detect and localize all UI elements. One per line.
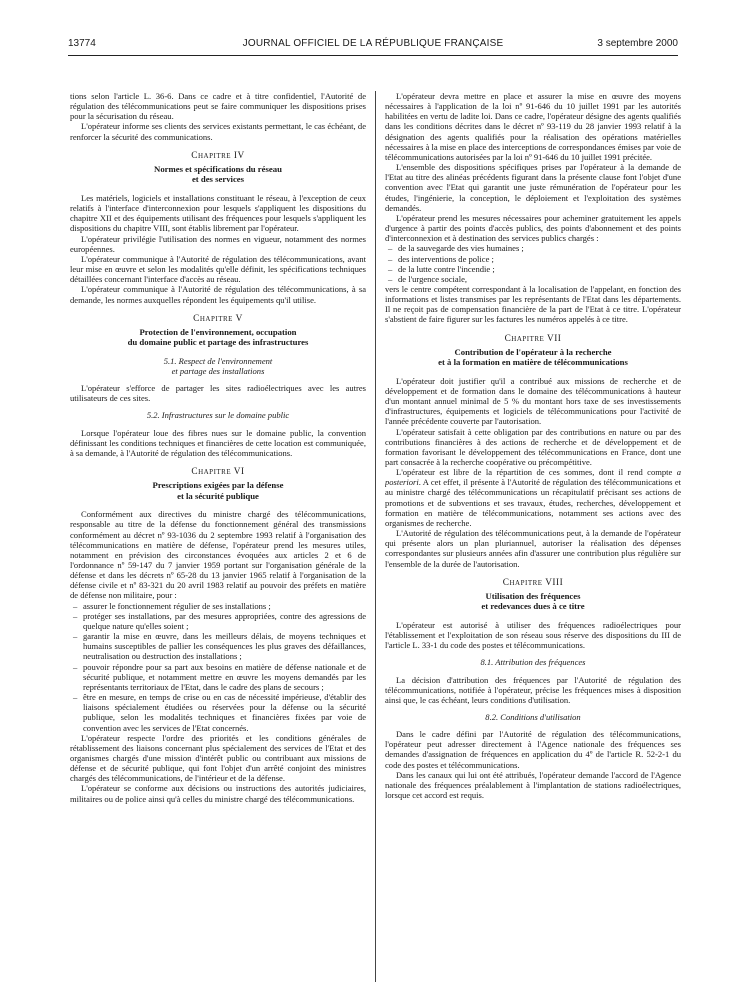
paragraph: La décision d'attribution des fréquences par l'Autorité de régulation des télécommunications, notifiée à l'opérateur, précise les fréquences mises à disposition ainsi que, le cas échéant, leurs conditions d'utilisation. <box>385 674 681 705</box>
list-item: – des interventions de police ; <box>385 254 681 264</box>
paragraph: L'opérateur communique à l'Autorité de régulation des télécommunications, à sa demande, les normes auxquelles répondent les équipements qu'il utilise. <box>70 284 366 305</box>
page-number: 13774 <box>68 38 96 49</box>
chapter-title-line: et la sécurité publique <box>177 490 259 501</box>
section-heading: 5.2. Infrastructures sur le domaine public <box>146 410 290 421</box>
list-item: – protéger ses installations, par des mesures appropriées, contre des agressions de quelque nature qu'elles soient ; <box>70 611 366 631</box>
chapter-heading: Chapitre VIII <box>502 577 564 588</box>
journal-title: JOURNAL OFFICIEL DE LA RÉPUBLIQUE FRANÇAISE <box>242 38 504 49</box>
chapter-heading: Chapitre VI <box>191 467 245 478</box>
list-item: – être en mesure, en temps de crise ou en cas de nécessité impérieuse, d'établir des liaisons spécialement étudiées ou réservées pour la défense ou la sécurité publique, selon les modalités techniques et financières fixées par voie de convention avec les services de l'Etat concernés. <box>70 692 366 733</box>
paragraph: L'opérateur respecte l'ordre des priorités et les conditions générales de rétablissement des liaisons concernant plus spécialement des services de l'Etat et des organismes chargés d'une mission d'intérêt public ou contribuant aux missions de défense et de sécurité publique, qui font l'objet d'un arrêté conjoint des ministres chargés des télécommunications, de l'intérieur et de la défense. <box>70 732 366 784</box>
chapter-title <box>70 480 366 501</box>
paragraph: L'opérateur s'efforce de partager les sites radioélectriques avec les autres utilisateurs de ces sites. <box>70 383 366 404</box>
paragraph: L'opérateur prend les mesures nécessaires pour acheminer gratuitement les appels d'urgence à partir des points d'accès publics, des points d'abonnement et des points d'interconnexion et à destination des services publics chargés : <box>385 212 681 244</box>
paragraph: L'opérateur informe ses clients des services existants permettant, le cas échéant, de renforcer la sécurité des communications. <box>70 121 366 142</box>
paragraph: L'opérateur satisfait à cette obligation par des contributions en nature ou par des contributions financières à des actions de recherche et de développement et de formation favorisant le développement des télécommunications en France, dont une part consacrée à la recherche coopérative ou précompétitive. <box>385 426 681 467</box>
defense-obligations-list <box>70 601 366 733</box>
chapter-title <box>385 347 681 368</box>
latin-term: a posteriori <box>385 467 681 488</box>
paragraph: L'Autorité de régulation des télécommunications peut, à la demande de l'opérateur qui présente alors un plan pluriannuel, autoriser la réalisation des dépenses correspondantes sur plusieurs années afin d'assurer une contribution plus régulière sur l'ensemble de la durée de l'autorisation. <box>385 528 681 569</box>
section-heading-line: et partage des installations <box>171 365 265 376</box>
paragraph: Conformément aux directives du ministre chargé des télécommunications, responsable au titre de la défense du fonctionnement général des transmissions conformément au décret nº 93-1036 du 2 septembre 1993 relatif à l'organisation des télécommunications en matière de défense, l'opérateur prend les mesures utiles, notamment en prévision des circonstances évoquées aux articles 2 et 6 de l'ordonnance nº 59-147 du 7 janvier 1959 portant sur l'organisation générale de la défense et dans les décrets nº 65-28 du 13 janvier 1965 relatif à l'organisation de la défense civile et nº 83-321 du 20 avril 1983 relatif au pouvoir des préfets en matière de défense non militaire, pour : <box>70 509 366 601</box>
page-header <box>68 38 678 52</box>
chapter-title-line: et des services <box>191 174 245 185</box>
list-item: – de l'urgence sociale, <box>385 274 681 284</box>
section-heading: 8.2. Conditions d'utilisation <box>485 711 581 722</box>
chapter-title-line: du domaine public et partage des infrastructures <box>127 337 309 348</box>
chapter-title-line: Utilisation des fréquences <box>485 590 581 601</box>
paragraph: Lorsque l'opérateur loue des fibres nues sur le domaine public, la convention définissant les conditions techniques et financières de cette location est communiquée, à sa demande, à l'Autorité de régulation des télécommunications. <box>70 427 366 458</box>
list-item: – assurer le fonctionnement régulier de ses installations ; <box>70 601 366 611</box>
right-column <box>385 91 681 990</box>
list-item: – de la sauvegarde des vies humaines ; <box>385 243 681 253</box>
paragraph: tions selon l'article L. 36-6. Dans ce cadre et à titre confidentiel, l'Autorité de régulation des télécommunications peut se faire communiquer les dispositions prises pour la sécurisation du réseau. <box>70 91 366 122</box>
left-column <box>70 91 366 990</box>
chapter-title-line: et à la formation en matière de télécommunications <box>438 357 628 368</box>
chapter-title-line: et redevances dues à ce titre <box>481 601 585 612</box>
emergency-services-list <box>385 243 681 284</box>
paragraph: L'opérateur se conforme aux décisions ou instructions des autorités judiciaires, militaires ou de police ainsi qu'à celles du ministre chargé des télécommunications. <box>70 783 366 804</box>
paragraph: Dans les canaux qui lui ont été attribués, l'opérateur demande l'accord de l'Agence nationale des fréquences préalablement à l'implantation de stations radioélectriques, lorsque cet accord est requis. <box>385 769 681 801</box>
paragraph: L'opérateur devra mettre en place et assurer la mise en œuvre des moyens nécessaires à l'application de la loi nº 91-646 du 10 juillet 1991 par les autorités habilitées en vertu de ladite loi. Dans ce cadre, l'opérateur désigne des agents qualifiés dans les conditions décrites dans le décret nº 93-119 du 28 janvier 1993 relatif à la désignation des agents qualifiés pour la réalisation des opérations matérielles nécessaires à la mise en place des interceptions de correspondances émises par voie de télécommunications autorisées par la loi nº 91-646 du 10 juillet 1991 précitée. <box>385 91 681 162</box>
chapter-title <box>70 327 366 348</box>
paragraph: L'opérateur doit justifier qu'il a contribué aux missions de recherche et de développement et de formation dans le domaine des télécommunications à hauteur d'un montant annuel minimal de 5 % du montant hors taxe de ses investissements d'infrastructures, équipements et logiciels de télécommunications pour l'activité de l'année précédente couverte par l'autorisation. <box>385 375 681 427</box>
paragraph: vers le centre compétent correspondant à la localisation de l'appelant, en fonction des informations et listes transmises par les représentants de l'Etat dans les départements. Il ne reçoit pas de compensation financière de la part de l'Etat à ce titre. L'opérateur s'abstient de faire figurer sur les factures les numéros appelés à ce titre. <box>385 283 681 325</box>
issue-date: 3 septembre 2000 <box>597 38 678 49</box>
chapter-heading: Chapitre V <box>193 313 243 324</box>
section-heading: 8.1. Attribution des fréquences <box>480 657 586 668</box>
chapter-title <box>70 164 366 185</box>
chapter-heading: Chapitre VII <box>504 333 562 344</box>
paragraph: L'ensemble des dispositions spécifiques prises par l'opérateur à la demande de l'Etat au titre des alinéas précédents figurant dans la présente clause font l'objet d'une convention avec l'Etat qui garantit une juste rémunération de l'opérateur pour les études, l'ingénierie, la conception, le déploiement et l'exploitation des systèmes demandés. <box>385 162 681 213</box>
chapter-title-line: Prescriptions exigées par la défense <box>152 480 284 491</box>
column-divider <box>375 91 376 982</box>
chapter-title <box>385 591 681 612</box>
paragraph: Les matériels, logiciels et installations constituant le réseau, à l'exception de ceux relatifs à l'interface d'interconnexion pour lesquels s'appliquent les dispositions du chapitre XII et des équipements utilisant des fréquences pour lesquels s'appliquent les dispositions du chapitre VIII, sont établis librement par l'opérateur. <box>70 192 366 234</box>
header-rule <box>68 55 678 56</box>
list-item: – de la lutte contre l'incendie ; <box>385 264 681 274</box>
list-item: – garantir la mise en œuvre, dans les meilleurs délais, de moyens techniques et humains susceptibles de pallier les conséquences les plus graves des défaillances, neutralisation ou destruction des installations ; <box>70 631 366 661</box>
chapter-heading: Chapitre IV <box>191 150 245 161</box>
section-heading-line: 5.1. Respect de l'environnement <box>163 355 273 366</box>
paragraph: L'opérateur communique à l'Autorité de régulation des télécommunications, avant leur mise en œuvre et selon les modalités qu'elle définit, les spécifications techniques détaillées concernant l'interface d'accès au réseau. <box>70 253 366 285</box>
paragraph: L'opérateur est autorisé à utiliser des fréquences radioélectriques pour l'établissement et l'exploitation de son réseau sous réserve des dispositions du III de l'article L. 33-1 du code des postes et télécommunications. <box>385 619 681 651</box>
paragraph: Dans le cadre défini par l'Autorité de régulation des télécommunications, l'opérateur peut adresser directement à l'Agence nationale des fréquences ses demandes d'assignation de fréquences en application du 4º de l'article R. 52-2-1 du code des postes et télécommunications. <box>385 729 681 770</box>
paragraph: L'opérateur privilégie l'utilisation des normes en vigueur, notamment des normes européennes. <box>70 233 366 254</box>
chapter-title-line: Protection de l'environnement, occupation <box>139 326 297 337</box>
chapter-title-line: Contribution de l'opérateur à la recherche <box>454 346 612 357</box>
list-item: – pouvoir répondre pour sa part aux besoins en matière de défense nationale et de sécurité publique, et notamment mettre en œuvre les moyens demandés par les représentants territoriaux de l'Etat, dans le cadre des plans de secours ; <box>70 662 366 692</box>
chapter-title-line: Normes et spécifications du réseau <box>154 163 282 174</box>
text-run: L'opérateur est libre de la répartition de ces sommes, dont il rend compte <box>396 467 677 478</box>
section-heading <box>70 356 366 376</box>
text-run: . A cet effet, il présente à l'Autorité de régulation des télécommunications et au ministre chargé des télécommunications un récapitulatif précisant ses actions de promotions et de subventions et ses travaux, études, recherches, développement et formation en matière de télécommunications, notamment ses actions avec des organismes de recherche. <box>385 477 681 528</box>
paragraph <box>385 467 681 528</box>
